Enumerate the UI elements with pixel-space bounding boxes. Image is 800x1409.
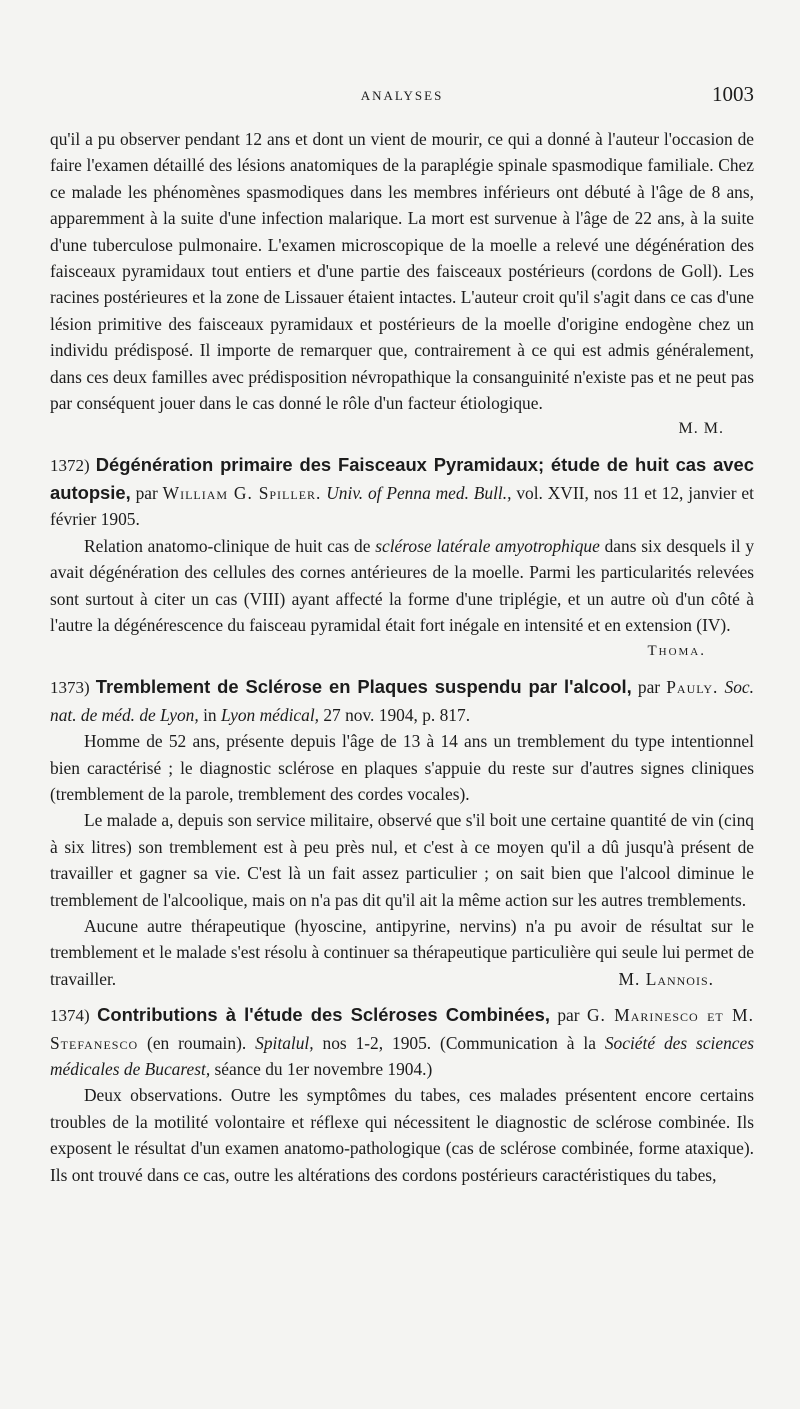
body-text: Relation anatomo-clinique de huit cas de	[84, 535, 371, 556]
author-prefix: par	[135, 482, 158, 503]
entry-journal: Spitalul,	[255, 1032, 314, 1053]
entry-citation: nos 1-2, 1905. (Communication à la	[322, 1032, 596, 1053]
entry-heading-1373	[50, 674, 754, 728]
citation-pre: (en roumain).	[147, 1032, 247, 1053]
author-prefix: par	[637, 677, 661, 698]
author-prefix: par	[557, 1005, 580, 1026]
entry-citation-2: séance du 1er novembre 1904.)	[214, 1059, 433, 1079]
entry-title: Tremblement de Sclérose en Plaques suspendu par l'alcool,	[95, 676, 632, 698]
entry-author: G. Marinesco et M. Stefanesco	[50, 1005, 754, 1053]
entry-journal-2: Société des sciences médicales de Bucarest,	[50, 1032, 754, 1079]
entry-citation: 27 nov. 1904, p. 817.	[323, 704, 471, 725]
entry-body-1373-p2: Le malade a, depuis son service militaire, observé que s'il boit une certaine quantité de vin (cinq à six litres) son tremblement est à peu près nul, et c'est à ce moyen qu'il a dû jusqu'à présent de travailler et gagner sa vie. C'est là un fait assez particulier ; on sait bien que l'alcool diminue le tremblement de l'alcoolique, mais on n'a pas dit qu'il ait la même action sur les autres tremblements.	[50, 810, 754, 910]
body-text: dans six desquels il y avait dégénération des cellules des cornes antérieures de la moelle. Parmi les particularités relevées sont surtout à citer un cas (VIII) ayant affecté la forme d'une triplégie, et un autre où d'un côté à l'autre la dégénérescence du faisceau pyramidal était fort inégale en intensité et en extension (IV).	[50, 535, 755, 635]
entry-body-1372	[50, 533, 754, 639]
entry-heading-1374	[50, 1002, 754, 1082]
running-title: ANALYSES	[360, 88, 444, 103]
entry-number: 1374)	[50, 1006, 90, 1026]
entry-body-1373-p1: Homme de 52 ans, présente depuis l'âge de 13 à 14 ans un tremblement du type intentionnel bien caractérisé ; le diagnostic sclérose en plaques s'appuie du reste sur d'autres signes cliniques (tremblement de la parole, tremblement des cordes vocales).	[50, 731, 754, 804]
entry-title: Contributions à l'étude des Scléroses Combinées,	[97, 1004, 550, 1026]
prev-entry-text: qu'il a pu observer pendant 12 ans et dont un vient de mourir, ce qui a donné à l'auteur l'occasion de faire l'examen détaillé des lésions anatomiques de la paraplégie spinale spasmodique familiale. Chez ce malade les phénomènes spasmodiques dans les membres inférieurs ont débuté à l'âge de 8 ans, apparemment à la suite d'une infection malarique. La mort est survenue à l'âge de 22 ans, à la suite d'une tuberculose pulmonaire. L'examen microscopique de la moelle a relevé une dégénération des faisceaux pyramidaux tout entiers et d'une partie des faisceaux postérieurs (cordons de Goll). Les racines postérieures et la zone de Lissauer étaient intactes. L'auteur croit qu'il s'agit dans ce cas d'une lésion primitive des faisceaux pyramidaux et postérieurs de la moelle d'origine endogène chez un individu prédisposé. Il importe de remarquer que, contrairement à ce qui est admis généralement, dans ces deux familles avec prédisposition névropathique la consanguinité n'existe pas et ne peut pas par conséquent jouer dans le cas donné le rôle d'un facteur étiologique.	[50, 129, 754, 414]
entry-number: 1372)	[50, 456, 90, 476]
citation-pre: in	[203, 704, 217, 725]
page-number: 1003	[712, 82, 754, 106]
entry-title: Dégénération primaire des Faisceaux Pyramidaux; étude de huit cas avec autopsie,	[50, 454, 754, 503]
entry-journal: Soc. nat. de méd. de Lyon,	[50, 677, 754, 725]
entry-journal: Univ. of Penna med. Bull.,	[326, 482, 512, 503]
entry-signature-1373: M. Lannois.	[618, 968, 714, 989]
entry-heading-1372	[50, 452, 754, 532]
entry-body-1373-p3	[50, 913, 754, 992]
entry-journal-2: Lyon médical,	[220, 704, 319, 725]
body-italic: sclérose latérale amyotrophique	[375, 535, 600, 556]
entry-body-1374: Deux observations. Outre les symptômes du tabes, ces malades présentent encore certains troubles de la motilité volontaire et réflexe qui nécessitent le diagnostic de sclérose combinée. Ils exposent le résultat d'un examen anatomo-pathologique (cas de sclérose combinée, forme ataxique). Ils ont trouvé dans ce cas, outre les altérations des cordons postérieurs caractéristiques du tabes,	[50, 1085, 754, 1185]
entry-author: Pauly.	[666, 677, 719, 698]
prev-entry-signature: M. M.	[678, 420, 724, 438]
body-text: Aucune autre thérapeutique (hyoscine, antipyrine, nervins) n'a pu avoir de résultat sur le tremblement et le malade s'est résolu à continuer sa thérapeutique particulière qui seule lui permet de travailler.	[50, 915, 754, 989]
running-head	[50, 82, 754, 114]
entry-author: William G. Spiller.	[162, 482, 322, 503]
entry-signature-1372: Thoma.	[647, 643, 706, 660]
entry-number: 1373)	[50, 678, 90, 698]
entry-citation: vol. XVII, nos 11 et 12, janvier et février 1905.	[50, 482, 754, 530]
